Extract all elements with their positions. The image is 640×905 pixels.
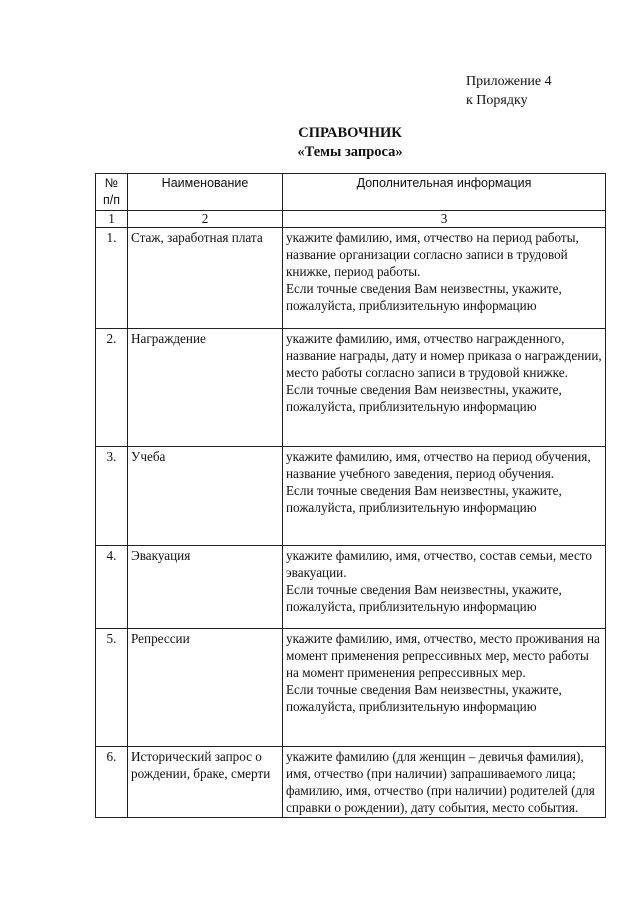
info-note: Если точные сведения Вам неизвестны, укажите, пожалуйста, приблизительную информацию (286, 483, 562, 515)
table-row (96, 546, 606, 629)
row-info (283, 629, 606, 747)
row-number: 3. (96, 447, 128, 546)
info-text: укажите фамилию, имя, отчество, место проживания на момент применения репрессивных мер, место работы на момент применения репрессивных мер. (286, 631, 600, 680)
appendix-line-2: к Порядку (466, 93, 528, 108)
row-number: 6. (96, 747, 128, 818)
document-title (0, 124, 640, 162)
info-text: укажите фамилию, имя, отчество награжденного, название награды, дату и номер приказа о награждении, место работы согласно записи в трудовой книжке. (286, 331, 602, 380)
row-info (283, 447, 606, 546)
info-note: Если точные сведения Вам неизвестны, укажите, пожалуйста, приблизительную информацию (286, 682, 562, 714)
column-index-row (96, 211, 606, 228)
table-header-row (96, 174, 606, 211)
row-info (283, 329, 606, 447)
row-number: 4. (96, 546, 128, 629)
title-main: СПРАВОЧНИК (298, 125, 402, 141)
info-text: укажите фамилию, имя, отчество, состав семьи, место эвакуации. (286, 548, 592, 580)
row-number: 1. (96, 228, 128, 329)
request-topics-table (95, 173, 606, 818)
column-index-1: 1 (96, 211, 128, 228)
row-number: 5. (96, 629, 128, 747)
row-name: Исторический запрос о рождении, браке, смерти (128, 747, 283, 818)
info-note: Если точные сведения Вам неизвестны, укажите, пожалуйста, приблизительную информацию (286, 582, 562, 614)
column-index-3: 3 (283, 211, 606, 228)
column-index-2: 2 (128, 211, 283, 228)
info-note: Если точные сведения Вам неизвестны, укажите, пожалуйста, приблизительную информацию (286, 382, 562, 414)
appendix-line-1: Приложение 4 (466, 74, 552, 89)
info-text: укажите фамилию, имя, отчество на период работы, название организации согласно записи в трудовой книжке, период работы. (286, 230, 579, 279)
info-note: Если точные сведения Вам неизвестны, укажите, пожалуйста, приблизительную информацию (286, 281, 562, 313)
table-row (96, 228, 606, 329)
row-info (283, 546, 606, 629)
row-name: Эвакуация (128, 546, 283, 629)
column-header-number: № п/п (96, 174, 128, 211)
row-name: Награждение (128, 329, 283, 447)
row-name: Стаж, заработная плата (128, 228, 283, 329)
row-name: Репрессии (128, 629, 283, 747)
row-info (283, 747, 606, 818)
column-header-info: Дополнительная информация (283, 174, 606, 211)
column-header-name: Наименование (128, 174, 283, 211)
table-row (96, 629, 606, 747)
appendix-reference (466, 72, 552, 110)
table-row (96, 747, 606, 818)
table-row (96, 447, 606, 546)
info-text: укажите фамилию (для женщин – девичья фамилия), имя, отчество (при наличии) запрашиваемого лица; фамилию, имя, отчество (при наличии) родителей (для справки о рождении), дату события, место события. (286, 749, 595, 815)
info-text: укажите фамилию, имя, отчество на период обучения, название учебного заведения, период обучения. (286, 449, 591, 481)
title-sub: «Темы запроса» (297, 144, 403, 160)
table-row (96, 329, 606, 447)
row-number: 2. (96, 329, 128, 447)
row-name: Учеба (128, 447, 283, 546)
row-info (283, 228, 606, 329)
